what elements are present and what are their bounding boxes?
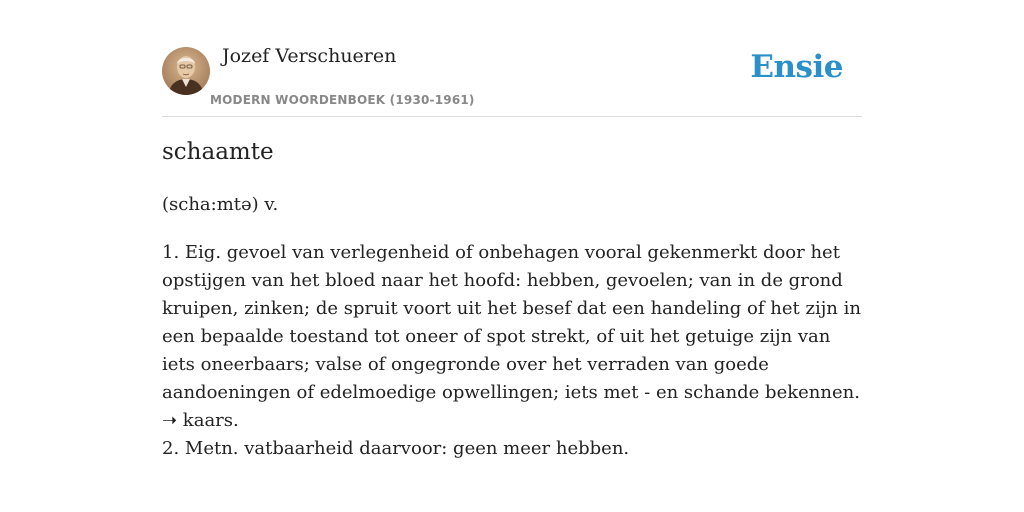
author-name[interactable]: Jozef Verschueren bbox=[222, 45, 397, 67]
definitions bbox=[162, 239, 862, 463]
source-title[interactable]: MODERN WOORDENBOEK (1930-1961) bbox=[210, 93, 475, 107]
entry-header bbox=[162, 0, 862, 117]
definition-1: 1. Eig. gevoel van verlegenheid of onbehagen vooral gekenmerkt door het opstijgen van het bloed naar het hoofd: hebben, gevoelen; van in de grond kruipen, zinken; de spruit voort uit het besef dat een handeling of het zijn in een bepaalde toestand tot oneer of spot strekt, of uit het getuige zijn van iets oneerbaars; valse of ongegronde over het verraden van goede aandoeningen of edelmoedige opwellingen; iets met - en schande bekennen. ➝ kaars. bbox=[162, 242, 861, 431]
pronunciation: (scha:mtə) v. bbox=[162, 194, 279, 215]
entry-container bbox=[162, 0, 862, 459]
ensie-logo[interactable]: Ensie bbox=[750, 49, 843, 85]
definition-2: 2. Metn. vatbaarheid daarvoor: geen meer hebben. bbox=[162, 438, 630, 459]
headword: schaamte bbox=[162, 139, 274, 165]
author-portrait-icon bbox=[162, 47, 210, 95]
avatar[interactable] bbox=[162, 47, 210, 95]
